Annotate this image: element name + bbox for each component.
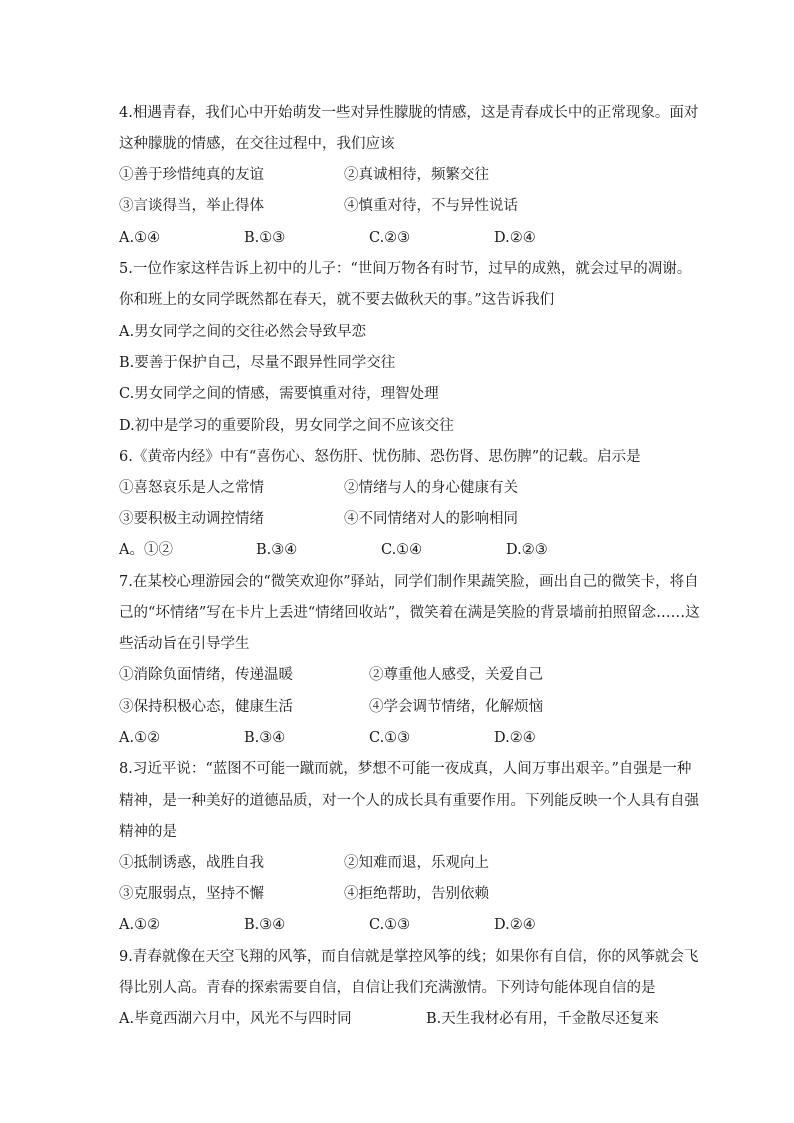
question-8-item-1: ①抵制诱惑，战胜自我 xyxy=(119,855,264,871)
question-4-choice-c: C.②③ xyxy=(369,230,411,246)
question-5-choice-a: A.男女同学之间的交往必然会导致早恋 xyxy=(119,324,367,340)
question-5-stem-line-2: 你和班上的女同学既然都在春天，就不要去做秋天的事。”这告诉我们 xyxy=(119,292,555,308)
question-8-choice-c: C.①③ xyxy=(369,917,411,933)
question-7-choice-a: A.①② xyxy=(119,730,161,746)
question-5-stem-line-1: 5.一位作家这样告诉上初中的儿子：“世间万物各有时节，过早的成熟，就会过早的凋谢。 xyxy=(119,261,692,277)
question-6-item-3: ③要积极主动调控情绪 xyxy=(119,511,264,527)
question-4-stem-line-1: 4.相遇青春，我们心中开始萌发一些对异性朦胧的情感，这是青春成长中的正常现象。面对 xyxy=(119,105,699,121)
question-6-choice-a: A。①② xyxy=(119,542,173,558)
question-5-choice-c: C.男女同学之间的情感，需要慎重对待，理智处理 xyxy=(119,386,439,402)
question-7-item-1: ①消除负面情绪，传递温暖 xyxy=(119,667,293,683)
question-4-stem-line-2: 这种朦胧的情感，在交往过程中，我们应该 xyxy=(119,136,395,152)
question-5-choice-b: B.要善于保护自己，尽量不跟异性同学交往 xyxy=(119,355,396,371)
question-4-item-3: ③言谈得当，举止得体 xyxy=(119,198,264,214)
question-7-item-3: ③保持积极心态，健康生活 xyxy=(119,699,293,715)
question-8-item-4: ④拒绝帮助，告别依赖 xyxy=(344,886,489,902)
question-4-item-4: ④慎重对待，不与异性说话 xyxy=(344,198,518,214)
question-5-choice-d: D.初中是学习的重要阶段，男女同学之间不应该交往 xyxy=(119,418,454,434)
question-8-item-2: ②知难而退，乐观向上 xyxy=(344,855,489,871)
question-4-item-1: ①善于珍惜纯真的友谊 xyxy=(119,167,264,183)
question-9-choice-b: B.天生我材必有用，千金散尽还复来 xyxy=(426,1011,659,1027)
question-6-choice-b: B.③④ xyxy=(256,542,298,558)
question-6-choice-d: D.②③ xyxy=(506,542,548,558)
question-9-stem-line-2: 得比别人高。青春的探索需要自信，自信让我们充满激情。下列诗句能体现自信的是 xyxy=(119,980,656,996)
question-8-item-3: ③克服弱点，坚持不懈 xyxy=(119,886,264,902)
question-7-item-2: ②尊重他人感受，关爱自己 xyxy=(369,667,543,683)
question-4-choice-a: A.①④ xyxy=(119,230,161,246)
question-7-stem-line-1: 7.在某校心理游园会的“微笑欢迎你”驿站，同学们制作果蔬笑脸，画出自己的微笑卡，将自 xyxy=(119,574,699,590)
question-8-choice-b: B.③④ xyxy=(244,917,286,933)
question-4-choice-d: D.②④ xyxy=(494,230,536,246)
question-7-choice-c: C.①③ xyxy=(369,730,411,746)
question-8-stem-line-3: 精神的是 xyxy=(119,824,177,840)
question-9-choice-a: A.毕竟西湖六月中，风光不与四时同 xyxy=(119,1011,352,1027)
question-6-item-2: ②情绪与人的身心健康有关 xyxy=(344,480,518,496)
question-7-stem-line-3: 些活动旨在引导学生 xyxy=(119,636,250,652)
question-6-choice-c: C.①④ xyxy=(381,542,423,558)
question-6-item-1: ①喜怒哀乐是人之常情 xyxy=(119,480,264,496)
question-7-choice-d: D.②④ xyxy=(494,730,536,746)
question-7-item-4: ④学会调节情绪，化解烦恼 xyxy=(369,699,543,715)
question-8-choice-a: A.①② xyxy=(119,917,161,933)
question-4-choice-b: B.①③ xyxy=(244,230,286,246)
question-9-stem-line-1: 9.青春就像在天空飞翔的风筝，而自信就是掌控风筝的线；如果你有自信，你的风筝就会飞 xyxy=(119,949,699,965)
question-8-stem-line-2: 精神，是一种美好的道德品质，对一个人的成长具有重要作用。下列能反映一个人具有自强 xyxy=(119,793,699,809)
question-7-stem-line-2: 己的“坏情绪”写在卡片上丢进“情绪回收站”，微笑着在满是笑脸的背景墙前拍照留念……这 xyxy=(119,605,700,621)
question-6-stem-line-1: 6.《黄帝内经》中有“喜伤心、怒伤肝、忧伤肺、恐伤肾、思伤脾”的记载。启示是 xyxy=(119,449,641,465)
question-6-item-4: ④不同情绪对人的影响相同 xyxy=(344,511,518,527)
question-8-choice-d: D.②④ xyxy=(494,917,536,933)
question-7-choice-b: B.③④ xyxy=(244,730,286,746)
question-4-item-2: ②真诚相待，频繁交往 xyxy=(344,167,489,183)
question-8-stem-line-1: 8.习近平说：“蓝图不可能一蹴而就，梦想不可能一夜成真，人间万事出艰辛。”自强是一种 xyxy=(119,761,692,777)
